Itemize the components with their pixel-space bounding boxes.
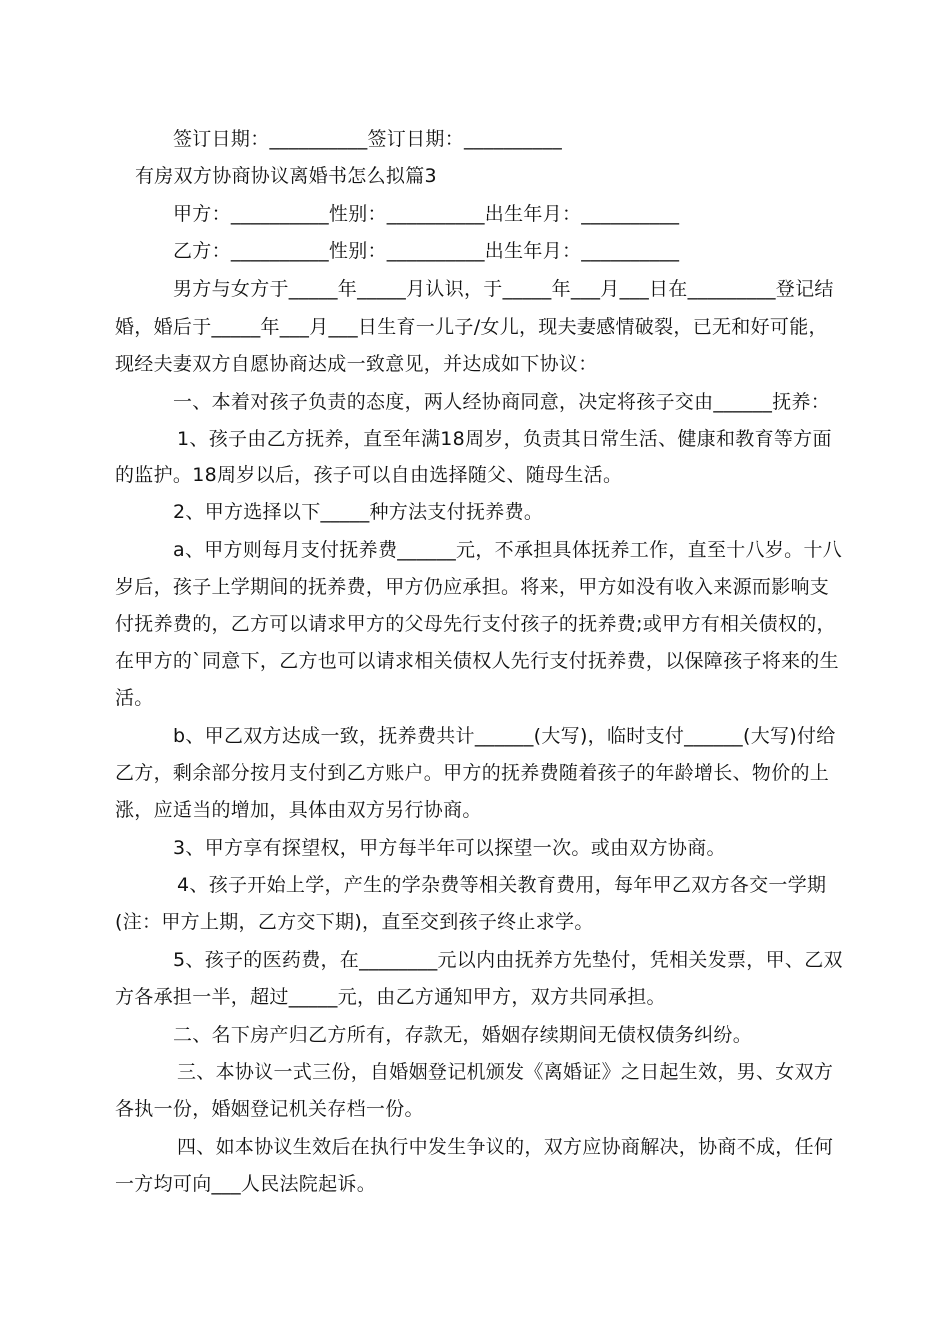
signing-date-line: 签订日期：__________签订日期：__________ xyxy=(173,128,563,150)
clause-b-line: b、甲乙双方达成一致，抚养费共计______(大写)，临时支付______(大写)付给 xyxy=(173,725,836,747)
clause-one-line: 一、本着对孩子负责的态度，两人经协商同意，决定将孩子交由______抚养： xyxy=(173,391,831,413)
clause-a-line: 岁后，孩子上学期间的抚养费，甲方仍应承担。将来，甲方如没有收入来源而影响支 xyxy=(115,576,830,598)
clause-3-line: 3、甲方享有探望权，甲方每半年可以探望一次。或由双方协商。 xyxy=(173,837,726,859)
intro-paragraph-line: 现经夫妻双方自愿协商达成一致意见，并达成如下协议： xyxy=(115,353,598,375)
clause-a-line: 在甲方的`同意下，乙方也可以请求相关债权人先行支付抚养费，以保障孩子将来的生 xyxy=(115,650,839,672)
clause-2-line: 2、甲方选择以下_____种方法支付抚养费。 xyxy=(173,501,544,523)
clause-three-line: 各执一份，婚姻登记机关存档一份。 xyxy=(115,1098,424,1120)
clause-4-line: (注：甲方上期，乙方交下期)，直至交到孩子终止求学。 xyxy=(115,911,594,933)
clause-4-line: 4、孩子开始上学，产生的学杂费等相关教育费用，每年甲乙双方各交一学期 xyxy=(177,874,827,896)
clause-two-line: 二、名下房产归乙方所有，存款无，婚姻存续期间无债权债务纠纷。 xyxy=(173,1024,753,1046)
clause-four-line: 四、如本协议生效后在执行中发生争议的，双方应协商解决，协商不成，任何 xyxy=(177,1136,834,1158)
clause-a-line: 活。 xyxy=(115,687,154,709)
clause-b-line: 涨，应适当的增加，具体由双方另行协商。 xyxy=(115,799,482,821)
party-a-line: 甲方：__________性别：__________出生年月：__________ xyxy=(173,203,680,225)
clause-b-line: 乙方，剩余部分按月支付到乙方账户。甲方的抚养费随着孩子的年龄增长、物价的上 xyxy=(115,762,830,784)
clause-1-line: 的监护。18周岁以后，孩子可以自由选择随父、随母生活。 xyxy=(115,464,623,486)
clause-1-line: 1、孩子由乙方抚养，直至年满18周岁，负责其日常生活、健康和教育等方面 xyxy=(177,428,832,450)
intro-paragraph-line: 男方与女方于_____年_____月认识，于_____年___月___日在_________登记结 xyxy=(173,278,834,300)
clause-four-line: 一方均可向___人民法院起诉。 xyxy=(115,1173,377,1195)
clause-three-line: 三、本协议一式三份，自婚姻登记机颁发《离婚证》之日起生效，男、女双方 xyxy=(177,1061,834,1083)
clause-a-line: a、甲方则每月支付抚养费______元，不承担具体抚养工作，直至十八岁。十八 xyxy=(173,539,843,561)
section-title: 有房双方协商协议离婚书怎么拟篇3 xyxy=(135,165,437,187)
clause-a-line: 付抚养费的，乙方可以请求甲方的父母先行支付孩子的抚养费;或甲方有相关债权的， xyxy=(115,613,836,635)
clause-5-line: 方各承担一半，超过_____元，由乙方通知甲方，双方共同承担。 xyxy=(115,986,666,1008)
clause-5-line: 5、孩子的医药费，在________元以内由抚养方先垫付，凭相关发票，甲、乙双 xyxy=(173,949,843,971)
intro-paragraph-line: 婚，婚后于_____年___月___日生育一儿子/女儿，现夫妻感情破裂，已无和好可能， xyxy=(115,316,828,338)
party-b-line: 乙方：__________性别：__________出生年月：__________ xyxy=(173,240,680,262)
